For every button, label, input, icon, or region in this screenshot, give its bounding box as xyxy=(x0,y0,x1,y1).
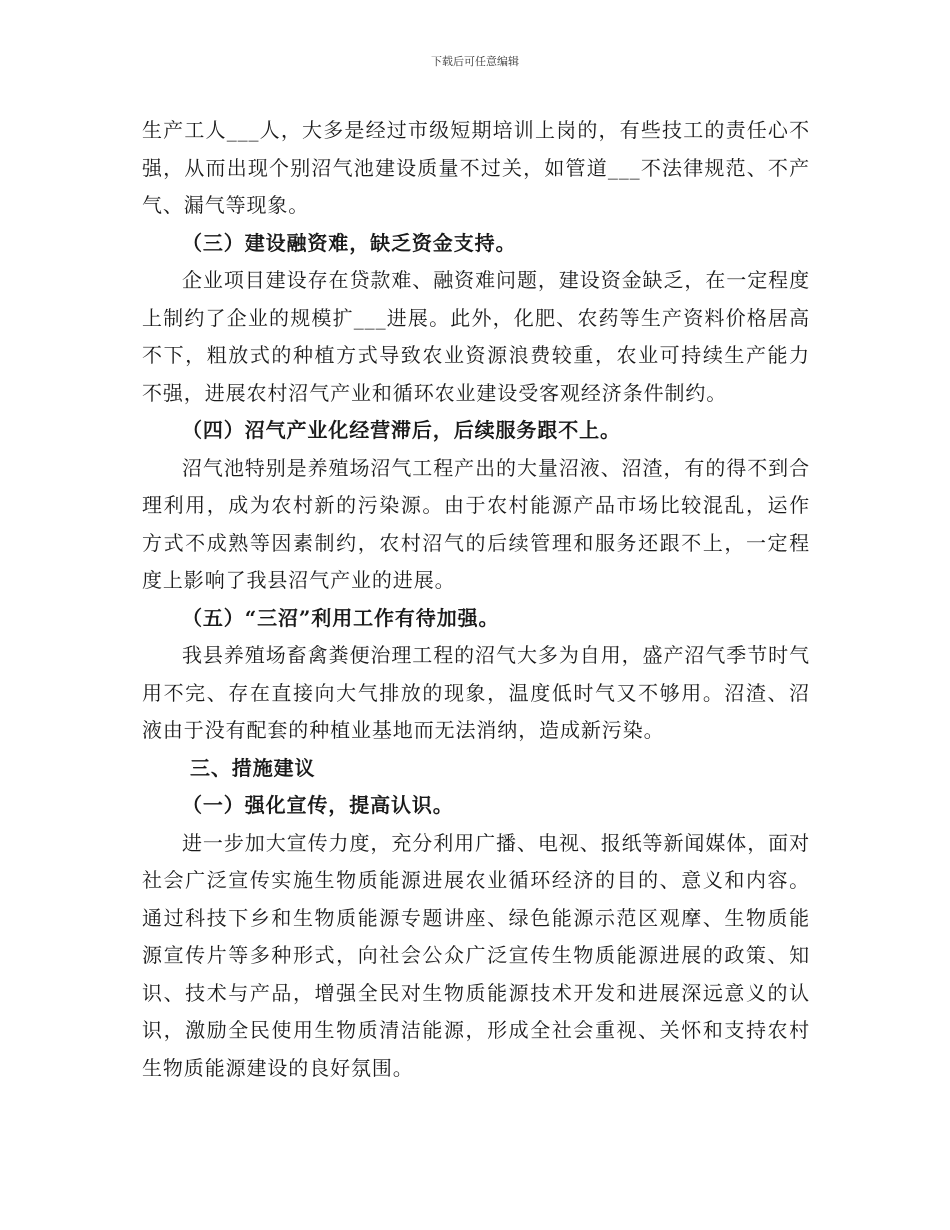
heading-financing-difficulty: （三）建设融资难，缺乏资金支持。 xyxy=(182,230,517,255)
heading-three-biogas-use: （五）“三沼”利用工作有待加强。 xyxy=(182,605,500,630)
document-body xyxy=(142,112,810,1087)
paragraph-three-biogas: 我县养殖场畜禽粪便治理工程的沼气大多为自用，盛产沼气季节时气用不完、存在直接向大气排放的现象，温度低时气又不够用。沼渣、沼液由于没有配套的种植业基地而无法消纳，造成新污染。 xyxy=(142,643,810,742)
paragraph-publicity: 进一步加大宣传力度，充分利用广播、电视、报纸等新闻媒体，面对社会广泛宣传实施生物质能源进展农业循环经济的目的、意义和内容。通过科技下乡和生物质能源专题讲座、绿色能源示范区观摩、生物质能源宣传片等多种形式，向社会公众广泛宣传生物质能源进展的政策、知识、技术与产品，增强全民对生物质能源技术开发和进展深远意义的认识，激励全民使用生物质清洁能源，形成全社会重视、关怀和支持农村生物质能源建设的良好氛围。 xyxy=(142,830,810,1080)
page-header: 下载后可任意编辑 xyxy=(431,55,519,68)
paragraph-industrialization: 沼气池特别是养殖场沼气工程产出的大量沼液、沼渣，有的得不到合理利用，成为农村新的污染源。由于农村能源产品市场比较混乱，运作方式不成熟等因素制约，农村沼气的后续管理和服务还跟不上，一定程度上影响了我县沼气产业的进展。 xyxy=(142,455,810,592)
paragraph-financing: 企业项目建设存在贷款难、融资难问题，建设资金缺乏，在一定程度上制约了企业的规模扩___进展。此外，化肥、农药等生产资料价格居高不下，粗放式的种植方式导致农业资源浪费较重，农业可持续生产能力不强，进展农村沼气产业和循环农业建设受客观经济条件制约。 xyxy=(142,268,810,405)
section-title-measures: 三、措施建议 xyxy=(190,755,316,780)
heading-strengthen-publicity: （一）强化宣传，提高认识。 xyxy=(182,793,454,817)
paragraph-workers-quality: 生产工人___人，大多是经过市级短期培训上岗的，有些技工的责任心不强，从而出现个别沼气池建设质量不过关，如管道___不法律规范、不产气、漏气等现象。 xyxy=(142,118,810,217)
heading-industrialization-lag: （四）沼气产业化经营滞后，后续服务跟不上。 xyxy=(182,418,621,442)
